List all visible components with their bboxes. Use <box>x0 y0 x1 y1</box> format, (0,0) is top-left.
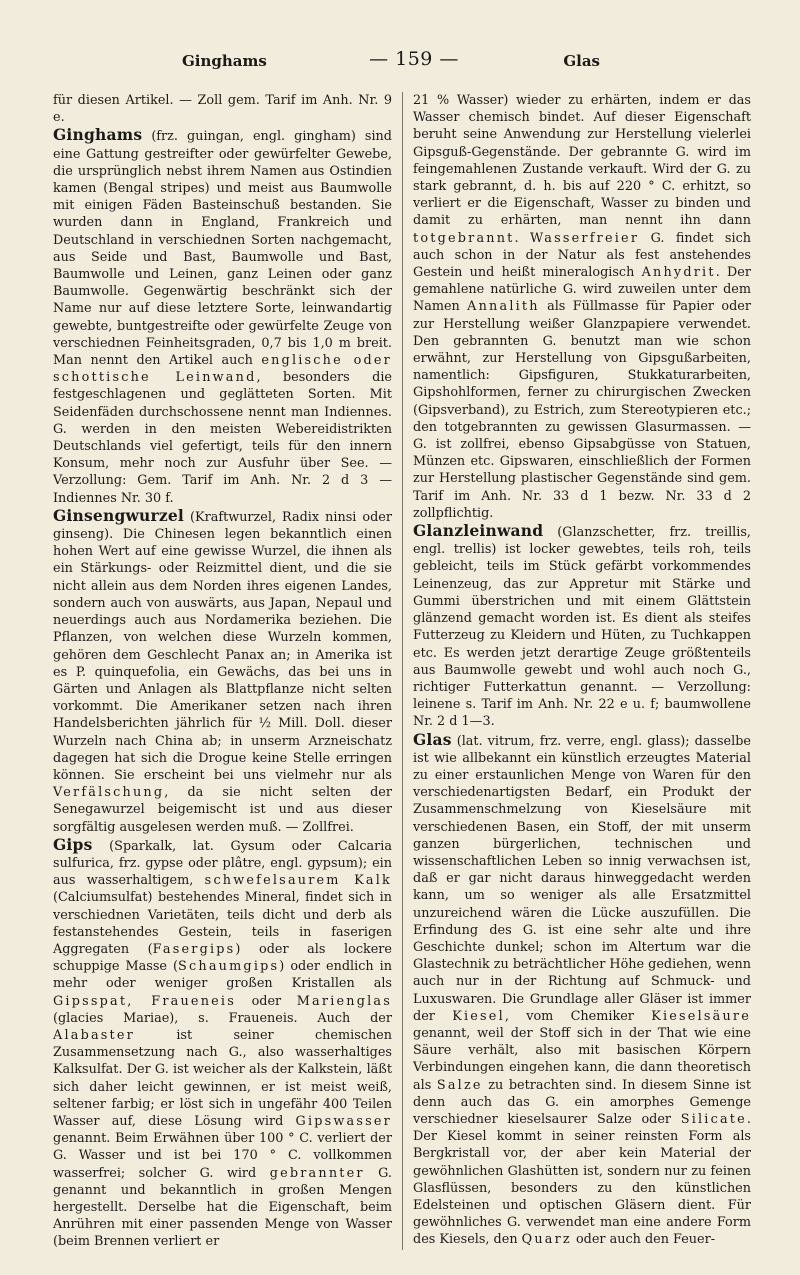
entry-text: (Kraftwurzel, Radix ninsi oder ginseng). Die Chinesen legen bekanntlich einen hohen Wert auf eine gewisse Wurzel, die ihnen als ein Stärkungs- oder Reizmittel dient, und die sie nicht allein aus dem Norden ihres eigenen Landes, sondern auch von auswärts, aus Japan, Nepaul und neuerdings auch aus Nordamerika beziehen. Die Pflanzen, von welchen diese Wurzeln kommen, gehören dem Geschlecht Panax an; in Amerika ist es P. quinquefolia, ein Gewächs, das bei uns in Gärten und Anlagen als Blattpflanze nicht selten vorkommt. Die Amerikaner setzen nach ihren Handelsberichten jährlich für ½ Mill. Doll. dieser Wurzeln nach China ab; in unserm Arzneischatz dagegen hat sich die Drogue keine Stelle erringen können. Sie erscheint bei uns vielmehr nur als <box>53 509 392 783</box>
entry-text: (Calciumsulfat) bestehendes Mineral, findet sich in verschiednen Varietäten, teils dicht und derb als festanstehendes Gestein, teils in faserigen Aggregaten ( <box>53 890 392 957</box>
entry-text: . <box>514 230 531 246</box>
running-head <box>54 48 746 72</box>
spaced-term: englische oder schottische Leinwand <box>53 353 392 386</box>
spaced-term: Alabaster <box>53 1027 135 1043</box>
spaced-term: Salze <box>436 1077 483 1093</box>
continuation-paragraph: für diesen Artikel. — Zoll gem. Tarif im Anh. Nr. 9 e. <box>53 93 392 126</box>
entry-text: (frz. guingan, engl. gingham) sind eine Gattung gestreifter oder gewürfelter Gewebe, die ursprünglich nebst ihrem Namen aus Ostindien kamen (Bengal stripes) und meist aus Baumwolle mit einigen Fäden Basteinschuß bestanden. Sie wurden dann in England, Frankreich und Deutschland in verschiednen Sorten nachgemacht, aus Seide und Bast, Baumwolle und Bast, Baumwolle und Leinen, ganz Leinen oder ganz Baumwolle. Gegenwärtig beschränkt sich der Name nur auf diese letztere Sorte, leinwandartig gewebte, buntgestreifte oder gewürfelte Zeuge von verschiednen Feinheitsgraden, 0,7 bis 1,0 m breit. Man nennt den Artikel auch <box>53 129 392 369</box>
entry-ginghams <box>53 126 392 506</box>
entry-text: 21 % Wasser) wieder zu erhärten, indem er das Wasser chemisch bindet. Auf dieser Eigenschaft beruht seine Anwendung zur Herstellung vielerlei Gipsguß-Gegenstände. Der gebrannte G. wird im feingemahlenen Zustande verkauft. Wird der G. zu stark gebrannt, d. h. bis auf 220 ° C. erhitzt, so verliert er die Eigenschaft, Wasser zu binden und damit zu erhärten, man nennt ihn dann <box>413 93 751 229</box>
spaced-term: Wasserfreier <box>530 230 640 246</box>
right-column <box>413 92 751 1249</box>
spaced-term: Fasergips <box>152 941 236 957</box>
entry-text: , da sie nicht selten der Senegawurzel beigemischt ist und aus dieser sorgfältig ausgelesen werden muß. — Zollfrei. <box>53 785 392 835</box>
spaced-term: Gipswasser <box>295 1113 392 1129</box>
left-column <box>53 92 392 1251</box>
entry-text: ist seiner chemischen Zusammensetzung nach G., also wasserhaltiges Kalksulfat. Der G. ist weicher als der Kalkstein, läßt sich daher leicht gewinnen, er ist meist weiß, seltener farbig; er löst sich in ungefähr 400 Teilen Wasser auf, diese Lösung wird <box>53 1027 392 1129</box>
entry-text: genannt. Beim Erwähnen über 100 ° C. verliert der G. Wasser und ist bei 170 ° C. vollkommen wasserfrei; solcher G. wird <box>53 1131 392 1181</box>
entry-text: (Sparkalk, lat. Gysum oder Calcaria sulfurica, frz. gypse oder plâtre, engl. gypsum); ein aus wasserhaltigem, <box>53 838 392 889</box>
spaced-term: Silicate <box>680 1111 747 1127</box>
entry-gips-continued <box>413 92 751 522</box>
spaced-term: gebrannter <box>269 1165 365 1181</box>
header-left-catchword: Ginghams <box>182 52 267 70</box>
entry-text: ) oder als lockere schuppige Masse ( <box>53 941 392 975</box>
entry-gips <box>53 836 392 1251</box>
lemma-gips: Gips <box>53 834 93 854</box>
spaced-term: Gipsspat, Fraueneis <box>53 993 236 1009</box>
lemma-ginsengwurzel: Ginsengwurzel <box>53 505 185 525</box>
entry-text: oder <box>235 993 297 1009</box>
entry-glanzleinwand <box>413 522 751 730</box>
entry-text: G. findet sich auch schon in der Natur als fest anstehendes Gestein und heißt mineralogisch <box>413 230 751 281</box>
spaced-term: Verfälschung <box>53 785 165 801</box>
page-number: — 159 — <box>369 48 459 70</box>
entry-text: als Füllmasse für Papier oder zur Herstellung weißer Glanzpapiere verwendet. Den gebrannten G. benutzt man wie schon erwähnt, zur Herstellung von Gipsgußarbeiten, namentlich: Gipsfiguren, Stukkaturarbeiten, Gipshohlformen, ferner zu chirurgischen Zwecken (Gipsverband), zu Estrich, zum Stereotypieren etc.; den totgebrannten zu gewissen Glasurmassen. — G. ist zollfrei, ebenso Gipsabgüsse von Statuen, Münzen etc. Gipswaren, einschließlich der Formen zur Herstellung plastischer Gegenstände sind gem. Tarif im Anh. Nr. 33 d 1 bezw. Nr. 33 d 2 zollpflichtig. <box>413 299 751 521</box>
spaced-term: Kieselsäure <box>651 1008 752 1024</box>
header-right-catchword: Glas <box>563 52 600 70</box>
lemma-glas: Glas <box>413 729 452 749</box>
entry-text: ) oder endlich in mehr oder weniger großen Kristallen als <box>53 959 393 992</box>
entry-text: (lat. vitrum, frz. verre, engl. glass); dasselbe ist wie allbekannt ein künstlich erzeugtes Material zu einer erstaunlichen Menge von Waren für den verschiedenartigsten Bedarf, ein Produkt der Zusammenschmelzung von Kieselsäure mit verschiedenen Basen, ein Stoff, der mit unserm ganzen bürgerlichen, technischen und wissenschaftlichen Leben so innig verwachsen ist, daß er gar nicht daraus hinweggedacht werden kann, um so weniger als alle Ersatzmittel unzureichend wären die Lücke auszufüllen. Die Erfindung des G. ist eine sehr alte und ihre Geschichte dunkel; schon im Altertum war die Glastechnik zu beträchtlicher Höhe gediehen, wenn auch nur in der Richtung auf Schmuck- und Luxuswaren. Die Grundlage aller Gläser ist immer der <box>413 733 751 1024</box>
entry-text: oder auch den Feuer- <box>571 1232 716 1248</box>
spaced-term: Annalith <box>467 299 540 315</box>
entry-text: . Der gemahlene natürliche G. wird zuweilen unter dem Namen <box>413 265 751 315</box>
entry-text: . Der Kiesel kommt in seiner reinsten Form als Bergkristall vor, der aber kein Material der gewöhnlichen Glashütten ist, sondern nur zu feinen Glasflüssen, besonders zu den künstlichen Edelsteinen und optischen Gläsern dient. Für gewöhnliches G. verwendet man eine andere Form des Kiesels, den <box>413 1111 751 1248</box>
lemma-glanzleinwand: Glanzleinwand <box>413 521 544 541</box>
spaced-term: Anhydrit <box>641 265 716 281</box>
spaced-term: Kiesel <box>452 1008 505 1024</box>
entry-text: (Glanzschetter, frz. treillis, engl. trellis) ist locker gewebtes, teils roh, teils gebleicht, teils im Stück gefärbt vorkommendes Leinenzeug, das zur Appretur mit Stärke und Gummi überstrichen und mit einem Glättstein glänzend gemacht worden ist. Es dient als steifes Futterzeug zu Kleidern und Hüten, zu Tuchkappen etc. Es werden jetzt derartige Zeuge größtenteils aus Baumwolle gewebt und wohl auch noch G., richtiger Futterkattun genannt. — Verzollung: leinene s. Tarif im Anh. Nr. 22 e u. f; baumwollene Nr. 2 d 1—3. <box>413 525 751 730</box>
entry-text: zu betrachten sind. In diesem Sinne ist denn auch das G. ein amorphes Gemenge verschiedner kieselsaurer Salze oder <box>413 1077 752 1127</box>
entry-text: , vom Chemiker <box>504 1008 652 1024</box>
spaced-term: schwefelsaurem Kalk <box>204 873 392 889</box>
entry-glas <box>413 731 751 1249</box>
spaced-term: totgebrannt <box>413 230 515 246</box>
column-divider <box>402 92 403 1250</box>
entry-ginsengwurzel <box>53 507 392 836</box>
entry-text: , besonders die festgeschlagenen und geglätteten Sorten. Mit Seidenfäden durchschossene nennt man Indiennes. G. werden in den meisten Webereidistrikten Deutschlands viel gefertigt, teils für den innern Konsum, mehr noch zur Ausfuhr über See. — Verzollung: Gem. Tarif im Anh. Nr. 2 d 3 — Indiennes Nr. 30 f. <box>53 370 392 506</box>
spaced-term: Schaumgips <box>178 959 280 975</box>
entry-text: genannt, weil der Stoff sich in der That wie eine Säure verhält, also mit basischen Körpern Verbindungen eingehen kann, die dann theoretisch als <box>413 1025 751 1093</box>
entry-text: (glacies Mariae), s. Fraueneis. Auch der <box>53 1010 392 1026</box>
spaced-term: Marienglas <box>296 993 392 1009</box>
lemma-ginghams: Ginghams <box>53 125 143 145</box>
spaced-term: Quarz <box>521 1232 572 1248</box>
entry-text: G. genannt und bekanntlich in großen Mengen hergestellt. Derselbe hat die Eigenschaft, beim Anrühren mit einer passenden Menge von Wasser (beim Brennen verliert er <box>53 1165 392 1250</box>
